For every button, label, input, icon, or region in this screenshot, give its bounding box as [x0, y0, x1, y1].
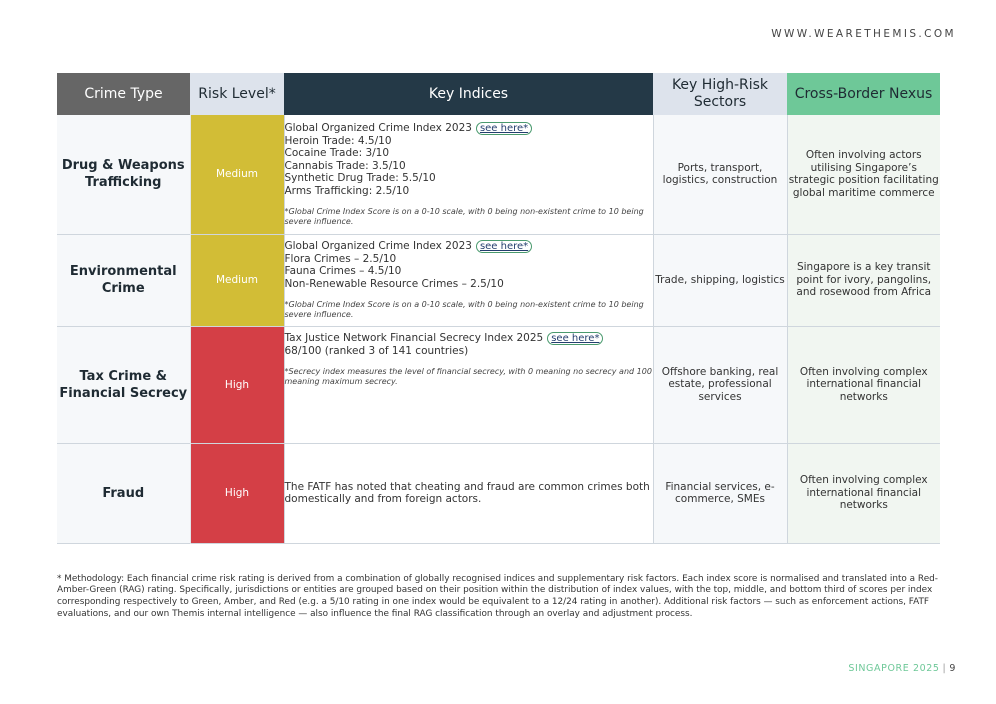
nexus-cell: Often involving complex international financial networks	[787, 326, 940, 443]
risk-table	[57, 73, 940, 544]
risk-level-badge: Medium	[190, 234, 284, 326]
methodology-note: * Methodology: Each financial crime risk rating is derived from a combination of globally recognised indices and supplementary risk factors. Each index score is normalised and translated into a Red-Amber-Green (RAG) rating. Specifically, jurisdictions or entities are grouped based on their position within the distribution of index values, with the top, middle, and bottom third of scores per index corresponding respectively to Green, Amber, and Red (e.g. a 5/10 rating in one index would be equivalent to a 12/24 rating in another). Additional risk factors — such as enforcement actions, FATF evaluations, and our own Themis internal intelligence — also influence the final RAG classification through an overlay and adjustment process.	[57, 573, 939, 619]
nexus-cell: Singapore is a key transit point for ivory, pangolins, and rosewood from Africa	[787, 234, 940, 326]
crime-type-cell: Environmental Crime	[57, 234, 190, 326]
page-number: 9	[949, 663, 956, 674]
index-line: Synthetic Drug Trade: 5.5/10	[284, 172, 436, 184]
index-line: Cannabis Trade: 3.5/10	[284, 159, 406, 172]
sectors-cell: Offshore banking, real estate, professional services	[653, 326, 787, 443]
table-row	[57, 443, 940, 543]
footer-separator: |	[942, 663, 947, 674]
table-row	[57, 326, 940, 443]
index-title: Global Organized Crime Index 2023	[284, 121, 472, 134]
header-key-indices: Key Indices	[284, 73, 653, 115]
footer-label: SINGAPORE 2025	[848, 663, 940, 674]
risk-level-badge: High	[190, 443, 284, 543]
table-row	[57, 115, 940, 234]
see-here-link[interactable]: see here*	[547, 332, 603, 345]
sectors-cell: Financial services, e-commerce, SMEs	[653, 443, 787, 543]
index-title: Global Organized Crime Index 2023	[284, 239, 472, 252]
crime-type-cell: Tax Crime & Financial Secrecy	[57, 326, 190, 443]
index-title-line	[285, 122, 653, 135]
sectors-cell: Trade, shipping, logistics	[653, 234, 787, 326]
index-line: 68/100 (ranked 3 of 141 countries)	[284, 344, 469, 357]
index-line: Arms Trafficking: 2.5/10	[284, 184, 410, 197]
see-here-link[interactable]: see here*	[476, 122, 532, 135]
sectors-cell: Ports, transport, logistics, construction	[653, 115, 787, 234]
nexus-cell: Often involving actors utilising Singapore’s strategic position facilitating global maritime commerce	[787, 115, 940, 234]
table-row	[57, 234, 940, 326]
site-url: WWW.WEARETHEMIS.COM	[771, 28, 956, 40]
header-key-sectors: Key High-Risk Sectors	[653, 73, 787, 115]
index-line: Fauna Crimes – 4.5/10	[284, 265, 402, 278]
index-line: Non-Renewable Resource Crimes – 2.5/10	[284, 277, 504, 290]
key-indices-cell	[284, 234, 653, 326]
risk-level-badge: Medium	[190, 115, 284, 234]
index-note: *Secrecy index measures the level of financial secrecy, with 0 meaning no secrecy and 100 meaning maximum secrecy.	[284, 367, 652, 386]
index-title: Tax Justice Network Financial Secrecy Index 2025	[284, 331, 544, 344]
crime-type-cell: Fraud	[57, 443, 190, 543]
key-indices-cell	[284, 326, 653, 443]
index-title-line	[285, 240, 653, 253]
index-note: *Global Crime Index Score is on a 0-10 scale, with 0 being non-existent crime to 10 being severe influence.	[284, 300, 644, 320]
key-indices-cell	[284, 115, 653, 234]
key-indices-cell: The FATF has noted that cheating and fraud are common crimes both domestically and from foreign actors.	[284, 443, 653, 543]
header-risk-level: Risk Level*	[190, 73, 284, 115]
index-line: Cocaine Trade: 3/10	[284, 147, 390, 159]
risk-level-badge: High	[190, 326, 284, 443]
index-line: Flora Crimes – 2.5/10	[284, 252, 397, 265]
header-cross-border-nexus: Cross-Border Nexus	[787, 73, 940, 115]
see-here-link[interactable]: see here*	[476, 240, 532, 253]
index-title-line	[285, 332, 653, 345]
page-footer	[848, 663, 956, 674]
crime-type-cell: Drug & Weapons Trafficking	[57, 115, 190, 234]
index-line: Heroin Trade: 4.5/10	[284, 134, 392, 147]
index-note: *Global Crime Index Score is on a 0-10 scale, with 0 being non-existent crime to 10 being severe influence.	[284, 207, 644, 226]
header-crime-type: Crime Type	[57, 73, 190, 115]
nexus-cell: Often involving complex international financial networks	[787, 443, 940, 543]
